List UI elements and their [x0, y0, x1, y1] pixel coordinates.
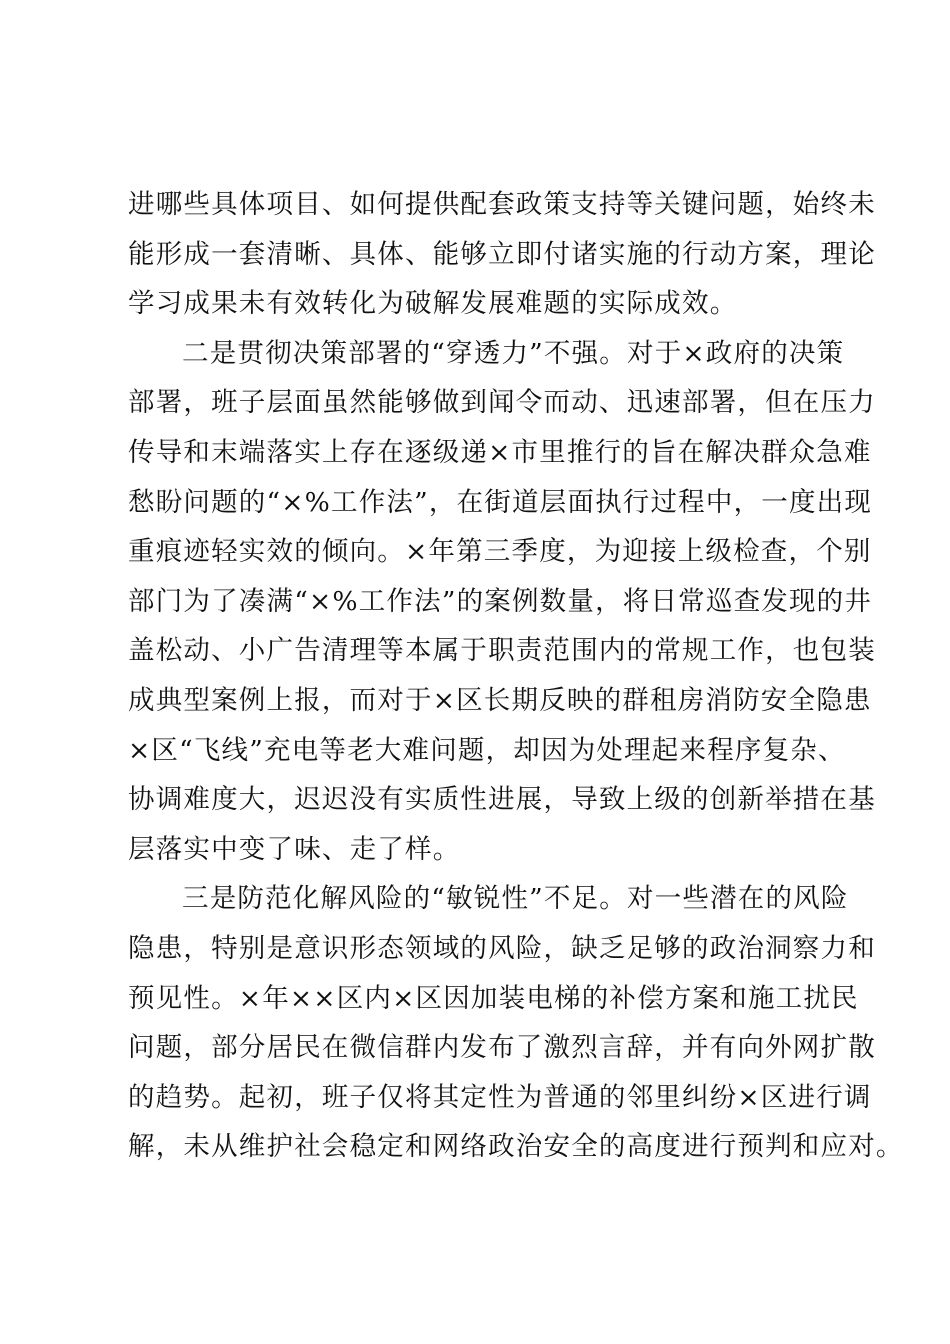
text-line: 层落实中变了味、走了样。 — [128, 833, 461, 865]
paragraph-3 — [128, 874, 904, 1172]
document-body — [128, 180, 904, 1172]
text-line: 隐患，特别是意识形态领域的风险，缺乏足够的政治洞察力和 — [128, 932, 876, 964]
text-line: 愁盼问题的“×%工作法”，在街道层面执行过程中，一度出现 — [128, 486, 873, 518]
text-line: 学习成果未有效转化为破解发展难题的实际成效。 — [128, 288, 738, 320]
text-line: ×区“飞线”充电等老大难问题，却因为处理起来程序复杂、 — [128, 734, 846, 766]
paragraph-2 — [128, 329, 876, 875]
text-line: 的趋势。起初，班子仅将其定性为普通的邻里纠纷×区进行调 — [128, 1081, 872, 1113]
text-line: 解，未从维护社会稳定和网络政治安全的高度进行预判和应对。 — [128, 1131, 904, 1163]
text-line: 二是贯彻决策部署的“穿透力”不强。对于×政府的决策 — [182, 337, 845, 369]
text-line: 部署，班子层面虽然能够做到闻令而动、迅速部署，但在压力 — [128, 387, 876, 419]
text-line: 成典型案例上报，而对于×区长期反映的群租房消防安全隐患 — [128, 684, 872, 716]
text-line: 预见性。×年××区内×区因加装电梯的补偿方案和施工扰民 — [128, 982, 859, 1014]
text-line: 部门为了凑满“×%工作法”的案例数量，将日常巡查发现的井 — [128, 585, 873, 617]
text-line: 进哪些具体项目、如何提供配套政策支持等关键问题，始终未 — [128, 189, 876, 220]
text-line: 三是防范化解风险的“敏锐性”不足。对一些潜在的风险 — [182, 883, 849, 915]
text-line: 重痕迹轻实效的倾向。×年第三季度，为迎接上级检查，个别 — [128, 536, 872, 568]
text-line: 盖松动、小广告清理等本属于职责范围内的常规工作，也包装 — [128, 635, 876, 667]
text-line: 问题，部分居民在微信群内发布了激烈言辞，并有向外网扩散 — [128, 1032, 876, 1064]
text-line: 能形成一套清晰、具体、能够立即付诸实施的行动方案，理论 — [128, 238, 876, 270]
text-line: 协调难度大，迟迟没有实质性进展，导致上级的创新举措在基 — [128, 784, 876, 816]
text-line: 传导和末端落实上存在逐级递×市里推行的旨在解决群众急难 — [128, 436, 872, 468]
paragraph-1 — [128, 180, 876, 329]
